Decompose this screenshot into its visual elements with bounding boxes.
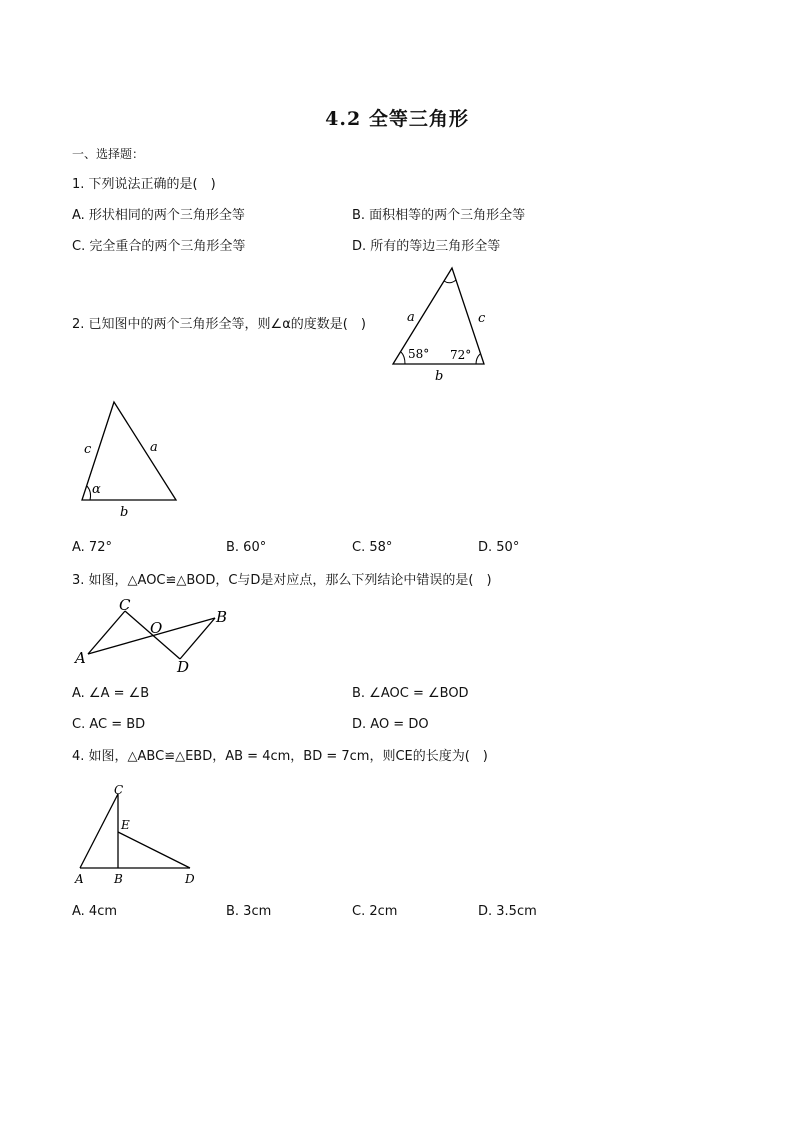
question-4-option-b[interactable]: B. 3cm [226, 904, 272, 919]
question-4-stem: 4. 如图，△ABC≌△EBD，AB = 4cm，BD = 7cm，则CE的长度为( ) [72, 749, 488, 764]
question-1-option-b[interactable]: B. 面积相等的两个三角形全等 [352, 208, 526, 223]
question-2-option-d[interactable]: D. 50° [478, 540, 520, 555]
fig4-label-d: D [185, 872, 195, 886]
fig1-side-b: b [435, 369, 444, 384]
question-4-option-c[interactable]: C. 2cm [352, 904, 398, 919]
question-1-option-d[interactable]: D. 所有的等边三角形全等 [352, 239, 501, 254]
question-1-stem: 1. 下列说法正确的是( ) [72, 177, 216, 192]
page-title: 4.2 全等三角形 [325, 108, 469, 130]
fig3-label-b: B [216, 608, 228, 626]
fig4-label-a: A [75, 872, 84, 886]
fig3-label-d: D [177, 658, 190, 676]
fig3-label-a: A [75, 649, 86, 667]
fig1-side-c: c [478, 311, 486, 326]
section-heading: 一、选择题： [72, 147, 145, 161]
question-3-option-b[interactable]: B. ∠AOC = ∠BOD [352, 686, 469, 701]
fig1-angle-58: 58° [408, 347, 430, 361]
question-3-figure [70, 594, 240, 680]
question-2-option-c[interactable]: C. 58° [352, 540, 393, 555]
question-2-stem: 2. 已知图中的两个三角形全等，则∠α的度数是( ) [72, 317, 366, 332]
question-2-figure-triangle-2 [76, 396, 186, 522]
fig1-side-a: a [407, 310, 415, 325]
fig2-side-c: c [84, 442, 92, 457]
question-3-stem: 3. 如图，△AOC≌△BOD，C与D是对应点，那么下列结论中错误的是( ) [72, 573, 492, 588]
question-2-option-b[interactable]: B. 60° [226, 540, 267, 555]
question-4-figure [70, 782, 210, 890]
fig3-label-c: C [119, 596, 131, 614]
question-3-option-c[interactable]: C. AC = BD [72, 717, 146, 732]
question-1-option-a[interactable]: A. 形状相同的两个三角形全等 [72, 208, 245, 223]
question-4-option-a[interactable]: A. 4cm [72, 904, 118, 919]
question-2-figure-triangle-1 [388, 262, 498, 386]
fig4-label-c: C [114, 783, 124, 797]
question-4-option-d[interactable]: D. 3.5cm [478, 904, 537, 919]
fig1-angle-72: 72° [450, 348, 472, 362]
question-2-option-a[interactable]: A. 72° [72, 540, 112, 555]
question-3-option-a[interactable]: A. ∠A = ∠B [72, 686, 150, 701]
question-1-option-c[interactable]: C. 完全重合的两个三角形全等 [72, 239, 246, 254]
fig2-side-b: b [120, 505, 129, 520]
fig2-angle-alpha: α [92, 482, 101, 497]
fig3-label-o: O [150, 619, 163, 637]
fig4-label-e: E [121, 818, 130, 832]
question-3-option-d[interactable]: D. AO = DO [352, 717, 429, 732]
fig4-label-b: B [114, 872, 123, 886]
fig2-side-a: a [150, 440, 158, 455]
